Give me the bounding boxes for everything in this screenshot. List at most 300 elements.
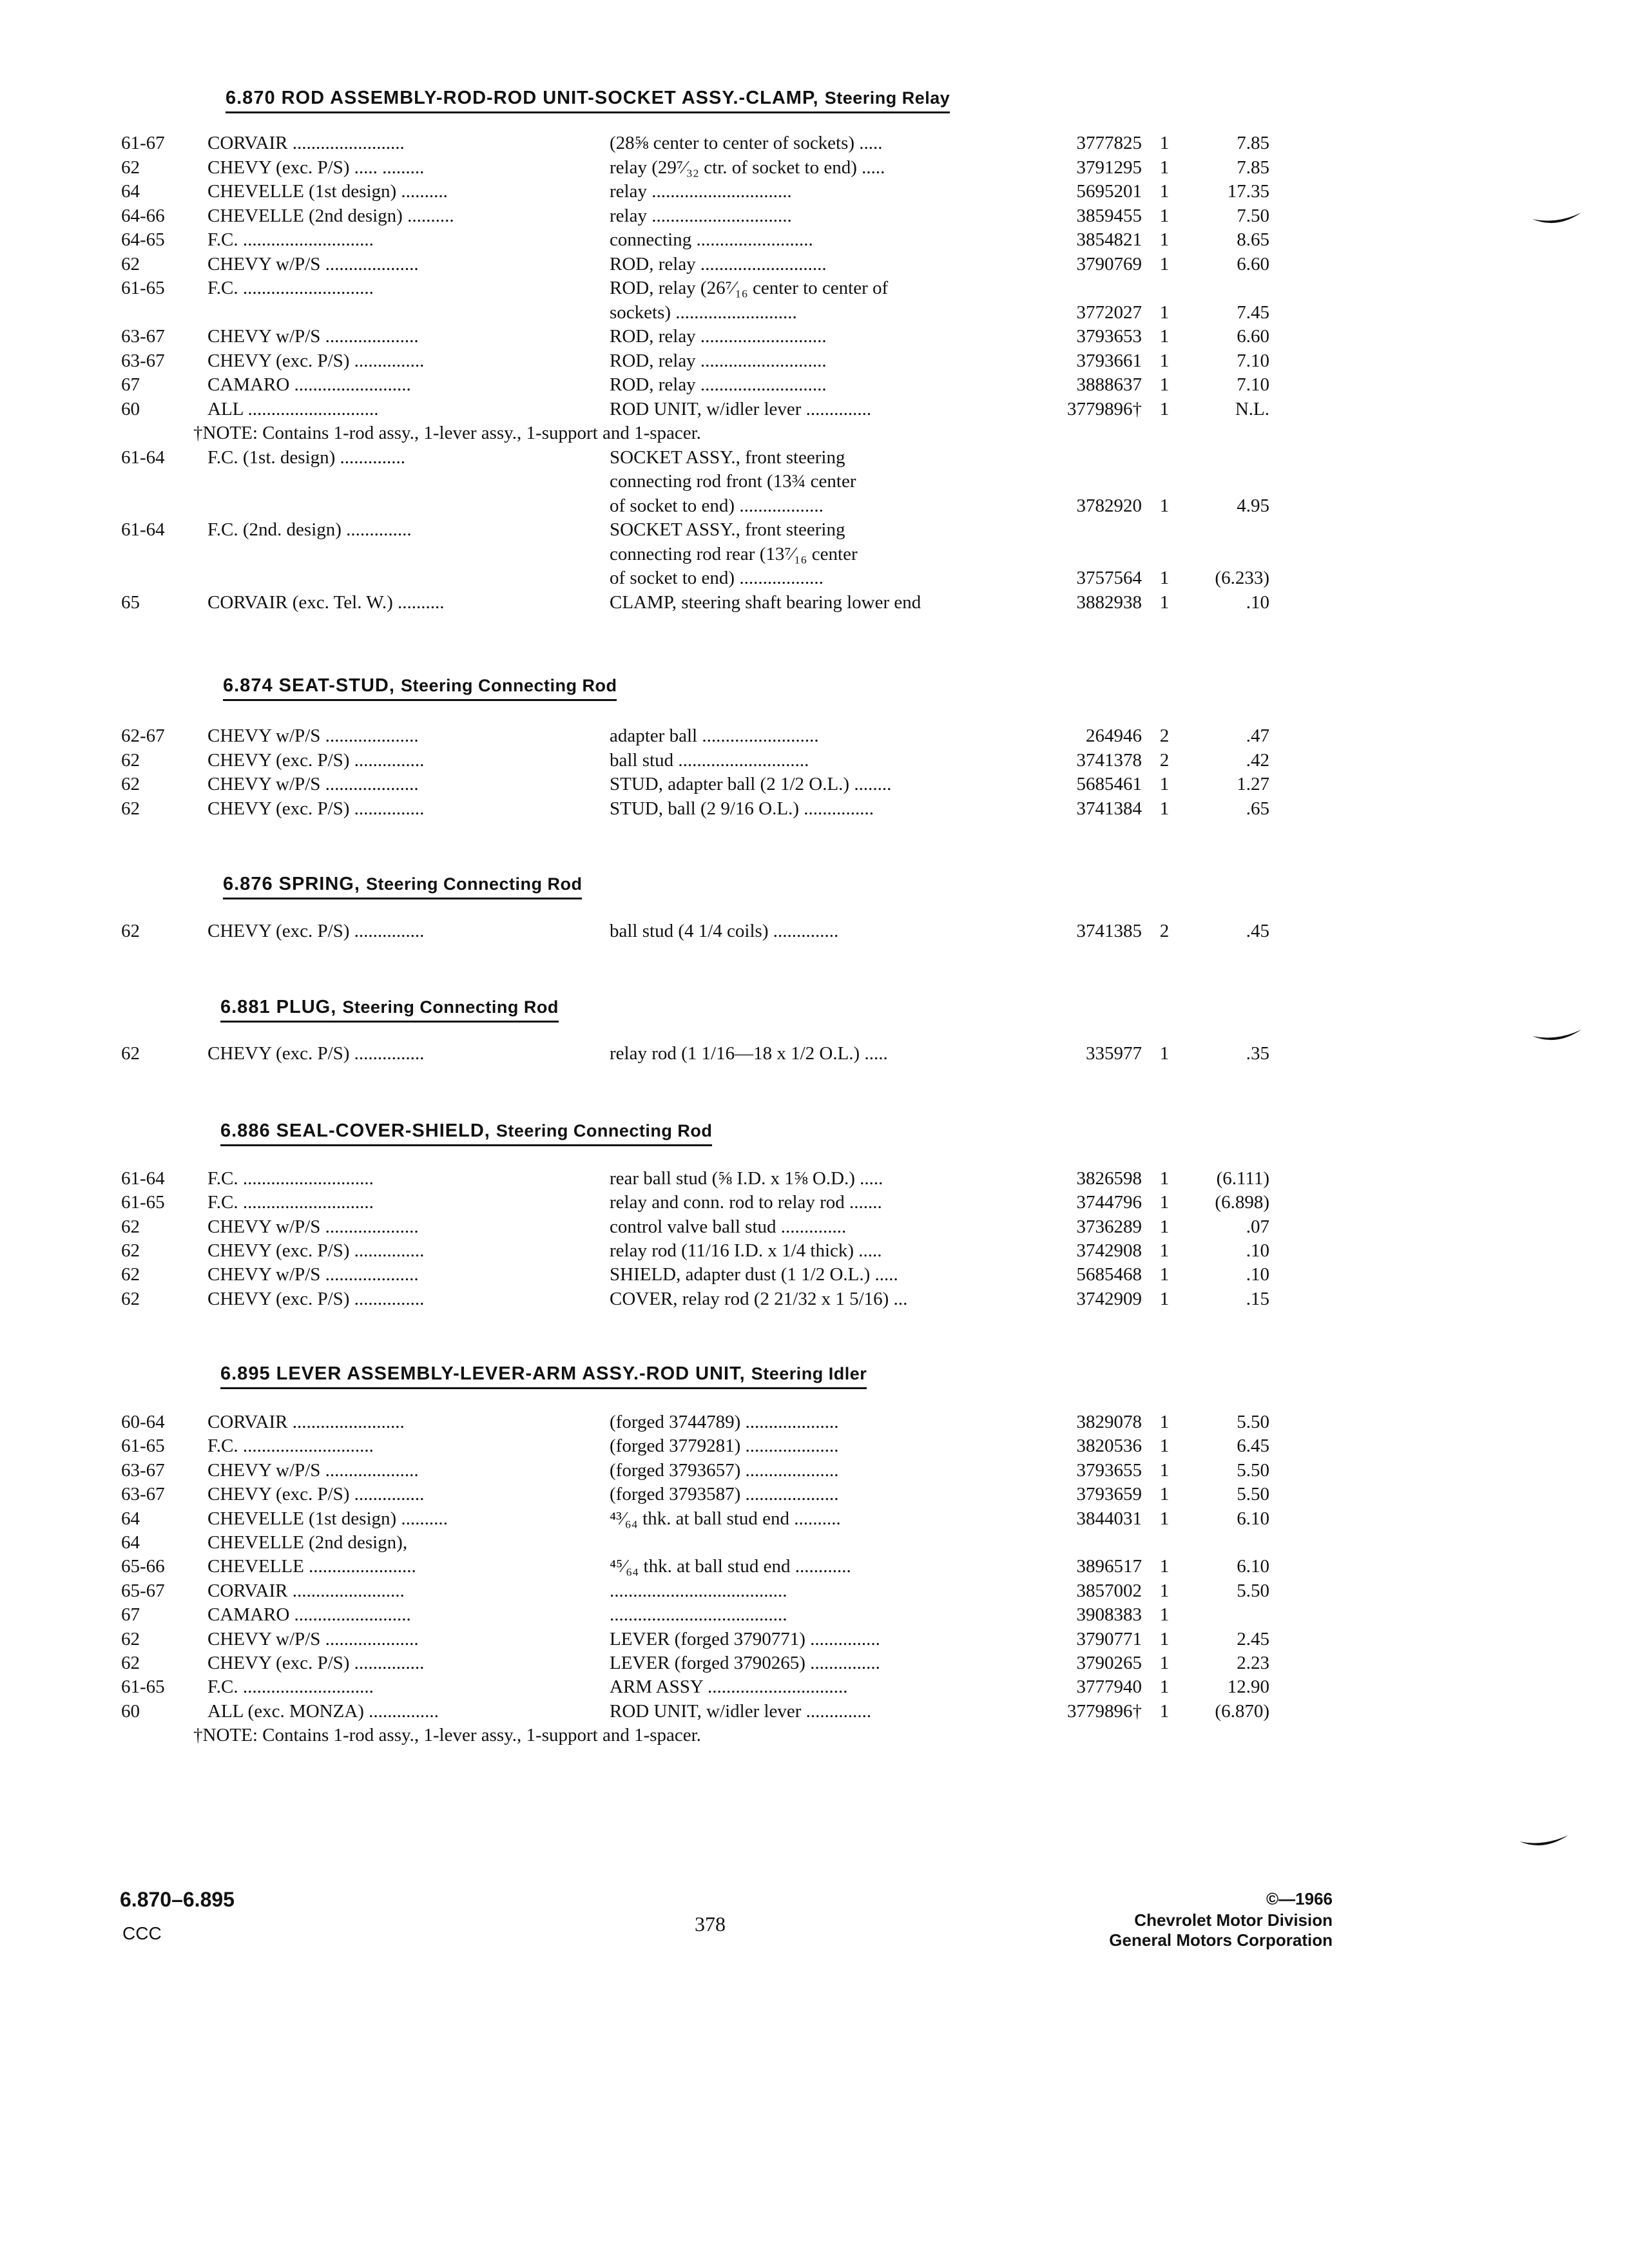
row-quantity: 1 — [1159, 568, 1170, 588]
row-part-number: 3854821 — [1076, 229, 1142, 250]
row-years: 63-67 — [121, 1460, 165, 1481]
footnote: †NOTE: Contains 1-rod assy., 1-lever assy., 1-support and 1-spacer. — [193, 1725, 701, 1745]
row-quantity: 1 — [1159, 774, 1170, 794]
row-model: F.C. ............................ — [207, 1168, 374, 1189]
row-model: ALL ............................ — [207, 399, 379, 419]
row-model: CHEVELLE (1st design) .......... — [207, 181, 448, 202]
row-price: 7.10 — [1237, 374, 1269, 395]
row-years: 60 — [121, 1701, 140, 1722]
table-row — [0, 1192, 1629, 1216]
row-years: 62 — [121, 921, 140, 941]
row-description: LEVER (forged 3790771) ............... — [610, 1629, 880, 1649]
row-description: relay (29⁷⁄₃₂ ctr. of socket to end) ..... — [610, 157, 885, 178]
section-title — [223, 874, 582, 899]
row-quantity: 1 — [1159, 1436, 1170, 1456]
section-heading: ROD ASSEMBLY-ROD-ROD UNIT-SOCKET ASSY.-CLAMP, — [281, 88, 819, 108]
row-description: STUD, adapter ball (2 1/2 O.L.) ........ — [610, 774, 892, 794]
row-price: 5.50 — [1237, 1484, 1269, 1504]
row-model: CAMARO ......................... — [207, 1604, 411, 1625]
row-price: 8.65 — [1237, 229, 1269, 250]
row-model: CHEVY (exc. P/S) ............... — [207, 1043, 425, 1064]
section-subtitle: Steering Connecting Rod — [342, 997, 559, 1017]
table-row — [0, 1436, 1629, 1460]
section-heading: PLUG, — [276, 997, 337, 1017]
row-price: 7.10 — [1237, 351, 1269, 371]
row-quantity: 1 — [1159, 1264, 1170, 1285]
row-years: 62 — [121, 1264, 140, 1285]
binder-mark — [1531, 210, 1583, 229]
row-years: 63-67 — [121, 351, 165, 371]
row-years: 61-65 — [121, 1677, 165, 1697]
row-model: CHEVY w/P/S .................... — [207, 1460, 419, 1481]
row-part-number: 3741378 — [1076, 750, 1142, 771]
row-price: .45 — [1246, 921, 1269, 941]
row-quantity: 1 — [1159, 1581, 1170, 1601]
table-row — [0, 592, 1629, 617]
row-years: 65-66 — [121, 1556, 165, 1577]
row-quantity: 1 — [1159, 1168, 1170, 1189]
table-row — [0, 351, 1629, 375]
row-price: 1.27 — [1237, 774, 1269, 794]
row-model: CHEVY (exc. P/S) ............... — [207, 1240, 425, 1261]
table-row — [0, 1289, 1629, 1313]
row-price: 7.50 — [1237, 206, 1269, 226]
row-model: ALL (exc. MONZA) ............... — [207, 1701, 439, 1722]
row-model: CORVAIR ........................ — [207, 1412, 405, 1432]
table-row — [0, 229, 1629, 254]
row-years: 60 — [121, 399, 140, 419]
footer-copyright: ©—1966 — [1266, 1889, 1333, 1908]
row-quantity: 1 — [1159, 326, 1170, 347]
row-model: CHEVY w/P/S .................... — [207, 726, 419, 746]
row-model: CHEVY w/P/S .................... — [207, 1629, 419, 1649]
row-model: F.C. ............................ — [207, 1192, 374, 1213]
row-years: 62-67 — [121, 726, 165, 746]
section-number: 6.886 — [220, 1120, 271, 1141]
row-quantity: 1 — [1159, 1460, 1170, 1481]
row-model: CHEVY (exc. P/S) ..... ......... — [207, 157, 425, 178]
row-years: 62 — [121, 157, 140, 178]
row-years: 61-65 — [121, 278, 165, 298]
row-price: 17.35 — [1227, 181, 1269, 202]
row-quantity: 1 — [1159, 206, 1170, 226]
section-heading: SEAT-STUD, — [278, 675, 395, 696]
row-model: F.C. ............................ — [207, 278, 374, 298]
row-price: (6.233) — [1215, 568, 1269, 588]
row-description: ball stud ............................ — [610, 750, 809, 771]
row-price: 6.10 — [1237, 1556, 1269, 1577]
row-quantity: 1 — [1159, 351, 1170, 371]
row-part-number: 3888637 — [1076, 374, 1142, 395]
row-years: 63-67 — [121, 326, 165, 347]
section-title — [223, 675, 617, 701]
row-quantity: 1 — [1159, 1043, 1170, 1064]
row-part-number: 3782920 — [1076, 495, 1142, 516]
row-years: 65-67 — [121, 1581, 165, 1601]
table-row — [0, 254, 1629, 278]
table-row — [0, 1264, 1629, 1289]
row-years: 61-65 — [121, 1192, 165, 1213]
row-part-number: 3882938 — [1076, 592, 1142, 613]
table-row — [0, 1629, 1629, 1653]
row-part-number: 3744796 — [1076, 1192, 1142, 1213]
row-quantity: 1 — [1159, 1216, 1170, 1237]
row-model: CORVAIR ........................ — [207, 1581, 405, 1601]
section-number: 6.874 — [223, 675, 273, 696]
row-description: (28⅝ center to center of sockets) ..... — [610, 133, 883, 153]
row-description: rear ball stud (⅝ I.D. x 1⅝ O.D.) ..... — [610, 1168, 883, 1189]
row-model: CHEVY (exc. P/S) ............... — [207, 921, 425, 941]
row-years: 62 — [121, 1289, 140, 1309]
row-years: 64-65 — [121, 229, 165, 250]
table-row — [0, 1043, 1629, 1068]
table-row — [0, 1484, 1629, 1508]
row-price: (6.898) — [1215, 1192, 1269, 1213]
row-quantity: 2 — [1159, 750, 1170, 771]
section-number: 6.870 — [226, 88, 276, 108]
row-price: 12.90 — [1227, 1677, 1269, 1697]
table-row — [0, 471, 1629, 495]
row-model: F.C. ............................ — [207, 1436, 374, 1456]
row-description: (forged 3744789) .................... — [610, 1412, 839, 1432]
table-row — [0, 302, 1629, 327]
footer-division: Chevrolet Motor Division — [1134, 1910, 1333, 1930]
row-quantity: 1 — [1159, 1701, 1170, 1722]
row-description: connecting rod front (13¾ center — [610, 471, 856, 492]
row-quantity: 1 — [1159, 254, 1170, 274]
row-description: control valve ball stud .............. — [610, 1216, 847, 1237]
row-price: 7.45 — [1237, 302, 1269, 323]
table-row — [0, 798, 1629, 823]
row-quantity: 1 — [1159, 399, 1170, 419]
row-model: CHEVY w/P/S .................... — [207, 1264, 419, 1285]
row-description: SHIELD, adapter dust (1 1/2 O.L.) ..... — [610, 1264, 898, 1285]
row-model: CORVAIR ........................ — [207, 133, 405, 153]
row-quantity: 1 — [1159, 1192, 1170, 1213]
row-model: CHEVY (exc. P/S) ............... — [207, 1484, 425, 1504]
row-model: CHEVY (exc. P/S) ............... — [207, 1653, 425, 1673]
row-quantity: 1 — [1159, 1677, 1170, 1697]
row-part-number: 3793661 — [1076, 351, 1142, 371]
table-row — [0, 1604, 1629, 1629]
row-price: .10 — [1246, 1240, 1269, 1261]
row-part-number: 3772027 — [1076, 302, 1142, 323]
row-description: ROD, relay ........................... — [610, 351, 827, 371]
row-description: adapter ball ......................... — [610, 726, 819, 746]
row-years: 60-64 — [121, 1412, 165, 1432]
row-part-number: 5685468 — [1076, 1264, 1142, 1285]
row-description: ROD, relay ........................... — [610, 326, 827, 347]
row-years: 62 — [121, 798, 140, 819]
section-title — [220, 997, 559, 1023]
row-description: ROD, relay ........................... — [610, 374, 827, 395]
binder-mark — [1531, 1027, 1583, 1046]
row-part-number: 3742908 — [1076, 1240, 1142, 1261]
table-row — [0, 133, 1629, 157]
table-row — [0, 568, 1629, 592]
row-quantity: 1 — [1159, 1604, 1170, 1625]
row-quantity: 1 — [1159, 302, 1170, 323]
binder-mark — [1518, 1832, 1570, 1852]
row-price: 2.45 — [1237, 1629, 1269, 1649]
table-row — [0, 1701, 1629, 1725]
section-title — [226, 88, 950, 113]
section-subtitle: Steering Connecting Rod — [496, 1121, 713, 1140]
row-part-number: 3779896† — [1067, 1701, 1142, 1722]
row-model: F.C. (2nd. design) .............. — [207, 519, 412, 540]
row-price: .15 — [1246, 1289, 1269, 1309]
row-description: ...................................... — [610, 1581, 787, 1601]
row-part-number: 3741385 — [1076, 921, 1142, 941]
row-price: 6.10 — [1237, 1508, 1269, 1529]
table-row — [0, 1168, 1629, 1193]
table-row — [0, 374, 1629, 399]
section-title — [220, 1363, 867, 1389]
row-description: ball stud (4 1/4 coils) .............. — [610, 921, 839, 941]
row-quantity: 1 — [1159, 1556, 1170, 1577]
row-model: CHEVELLE (2nd design) .......... — [207, 206, 454, 226]
row-description: ARM ASSY .............................. — [610, 1677, 848, 1697]
row-quantity: 1 — [1159, 229, 1170, 250]
row-description: (forged 3793657) .................... — [610, 1460, 839, 1481]
row-quantity: 1 — [1159, 1289, 1170, 1309]
row-model: CHEVY (exc. P/S) ............... — [207, 798, 425, 819]
row-years: 65 — [121, 592, 140, 613]
footnote: †NOTE: Contains 1-rod assy., 1-lever assy., 1-support and 1-spacer. — [193, 423, 701, 443]
row-quantity: 2 — [1159, 726, 1170, 746]
row-price: .10 — [1246, 592, 1269, 613]
row-description: ⁴³⁄₆₄ thk. at ball stud end .......... — [610, 1508, 841, 1529]
row-description: ROD, relay ........................... — [610, 254, 827, 274]
row-price: 6.45 — [1237, 1436, 1269, 1456]
table-row — [0, 1508, 1629, 1533]
row-part-number: 3791295 — [1076, 157, 1142, 178]
row-model: CAMARO ......................... — [207, 374, 411, 395]
row-quantity: 1 — [1159, 592, 1170, 613]
row-model: CHEVELLE (1st design) .......... — [207, 1508, 448, 1529]
row-description: SOCKET ASSY., front steering — [610, 447, 845, 468]
row-quantity: 1 — [1159, 495, 1170, 516]
page-number: 378 — [695, 1912, 726, 1936]
row-part-number: 3857002 — [1076, 1581, 1142, 1601]
table-row — [0, 157, 1629, 182]
table-row — [0, 726, 1629, 750]
row-description: relay .............................. — [610, 206, 792, 226]
row-description: relay rod (11/16 I.D. x 1/4 thick) ..... — [610, 1240, 882, 1261]
row-description: relay and conn. rod to relay rod ....... — [610, 1192, 882, 1213]
row-description: connecting rod rear (13⁷⁄₁₆ center — [610, 544, 858, 564]
row-model: CHEVY w/P/S .................... — [207, 774, 419, 794]
table-row — [0, 206, 1629, 230]
section-number: 6.881 — [220, 997, 271, 1017]
row-price: 6.60 — [1237, 326, 1269, 347]
row-years: 63-67 — [121, 1484, 165, 1504]
row-part-number: 3757564 — [1076, 568, 1142, 588]
table-row — [0, 1653, 1629, 1677]
row-price: N.L. — [1235, 399, 1269, 419]
row-quantity: 1 — [1159, 1629, 1170, 1649]
table-row — [0, 495, 1629, 520]
table-row — [0, 1240, 1629, 1265]
row-part-number: 3826598 — [1076, 1168, 1142, 1189]
table-row — [0, 750, 1629, 774]
row-part-number: 3896517 — [1076, 1556, 1142, 1577]
row-part-number: 335977 — [1086, 1043, 1142, 1064]
row-description: LEVER (forged 3790265) ............... — [610, 1653, 880, 1673]
row-years: 61-64 — [121, 519, 165, 540]
table-row — [0, 774, 1629, 798]
row-model: CORVAIR (exc. Tel. W.) .......... — [207, 592, 445, 613]
row-part-number: 3779896† — [1067, 399, 1142, 419]
row-model: CHEVY w/P/S .................... — [207, 254, 419, 274]
row-part-number: 3859455 — [1076, 206, 1142, 226]
row-price: 6.60 — [1237, 254, 1269, 274]
row-model: F.C. (1st. design) .............. — [207, 447, 406, 468]
row-years: 61-64 — [121, 447, 165, 468]
row-price: 7.85 — [1237, 133, 1269, 153]
row-description: ROD UNIT, w/idler lever .............. — [610, 1701, 872, 1722]
row-part-number: 3741384 — [1076, 798, 1142, 819]
row-description: (forged 3779281) .................... — [610, 1436, 839, 1456]
row-description: ...................................... — [610, 1604, 787, 1625]
row-years: 62 — [121, 1629, 140, 1649]
row-part-number: 264946 — [1086, 726, 1142, 746]
row-description: SOCKET ASSY., front steering — [610, 519, 845, 540]
row-years: 64 — [121, 1508, 140, 1529]
section-subtitle: Steering Connecting Rod — [365, 874, 583, 894]
table-row — [0, 181, 1629, 206]
row-description: (forged 3793587) .................... — [610, 1484, 839, 1504]
row-description: CLAMP, steering shaft bearing lower end — [610, 592, 921, 613]
table-row — [0, 447, 1629, 472]
row-years: 64-66 — [121, 206, 165, 226]
row-years: 62 — [121, 1216, 140, 1237]
row-quantity: 1 — [1159, 181, 1170, 202]
row-part-number: 3820536 — [1076, 1436, 1142, 1456]
row-years: 62 — [121, 774, 140, 794]
row-part-number: 3777825 — [1076, 133, 1142, 153]
row-price: (6.870) — [1215, 1701, 1269, 1722]
row-years: 64 — [121, 181, 140, 202]
row-part-number: 3790265 — [1076, 1653, 1142, 1673]
table-row — [0, 1216, 1629, 1241]
row-years: 67 — [121, 374, 140, 395]
section-heading: SEAL-COVER-SHIELD, — [276, 1120, 490, 1141]
row-price: .07 — [1246, 1216, 1269, 1237]
row-part-number: 3908383 — [1076, 1604, 1142, 1625]
section-heading: LEVER ASSEMBLY-LEVER-ARM ASSY.-ROD UNIT, — [276, 1363, 746, 1384]
table-row — [0, 544, 1629, 568]
row-description: COVER, relay rod (2 21/32 x 1 5/16) ... — [610, 1289, 908, 1309]
section-number: 6.895 — [220, 1363, 271, 1384]
row-years: 62 — [121, 1043, 140, 1064]
row-price: (6.111) — [1216, 1168, 1269, 1189]
row-quantity: 1 — [1159, 374, 1170, 395]
table-row — [0, 399, 1629, 423]
row-model: CHEVY w/P/S .................... — [207, 1216, 419, 1237]
row-quantity: 1 — [1159, 133, 1170, 153]
section-subtitle: Steering Idler — [751, 1364, 867, 1383]
section-heading: SPRING, — [278, 874, 360, 894]
row-years: 62 — [121, 1653, 140, 1673]
row-price: .35 — [1246, 1043, 1269, 1064]
footer-range: 6.870–6.895 — [120, 1888, 235, 1911]
table-row — [0, 1412, 1629, 1436]
row-part-number: 3777940 — [1076, 1677, 1142, 1697]
section-title — [220, 1120, 712, 1146]
row-quantity: 2 — [1159, 921, 1170, 941]
row-part-number: 3742909 — [1076, 1289, 1142, 1309]
table-row — [0, 1460, 1629, 1485]
row-part-number: 3793659 — [1076, 1484, 1142, 1504]
row-model: CHEVY (exc. P/S) ............... — [207, 750, 425, 771]
row-years: 61-65 — [121, 1436, 165, 1456]
row-years: 64 — [121, 1532, 140, 1553]
section-subtitle: Steering Relay — [824, 88, 950, 108]
table-row — [0, 278, 1629, 302]
row-model: F.C. ............................ — [207, 1677, 374, 1697]
row-description: of socket to end) .................. — [610, 495, 824, 516]
row-part-number: 3829078 — [1076, 1412, 1142, 1432]
row-part-number: 3793653 — [1076, 326, 1142, 347]
row-model: CHEVY (exc. P/S) ............... — [207, 351, 425, 371]
section-subtitle: Steering Connecting Rod — [400, 676, 617, 695]
row-price: 2.23 — [1237, 1653, 1269, 1673]
footer-corporation: General Motors Corporation — [1109, 1930, 1333, 1950]
row-part-number: 3793655 — [1076, 1460, 1142, 1481]
row-description: relay .............................. — [610, 181, 792, 202]
row-model: CHEVELLE (2nd design), — [207, 1532, 408, 1553]
row-quantity: 1 — [1159, 798, 1170, 819]
row-price: 5.50 — [1237, 1460, 1269, 1481]
row-description: STUD, ball (2 9/16 O.L.) ............... — [610, 798, 874, 819]
row-part-number: 3844031 — [1076, 1508, 1142, 1529]
row-years: 62 — [121, 750, 140, 771]
row-years: 61-67 — [121, 133, 165, 153]
row-part-number: 5685461 — [1076, 774, 1142, 794]
table-row — [0, 1532, 1629, 1557]
section-number: 6.876 — [223, 874, 273, 894]
row-price: 5.50 — [1237, 1412, 1269, 1432]
row-quantity: 1 — [1159, 1484, 1170, 1504]
row-model: CHEVY w/P/S .................... — [207, 326, 419, 347]
row-quantity: 1 — [1159, 157, 1170, 178]
row-quantity: 1 — [1159, 1653, 1170, 1673]
row-price: .42 — [1246, 750, 1269, 771]
row-years: 61-64 — [121, 1168, 165, 1189]
row-description: ⁴⁵⁄₆₄ thk. at ball stud end ............ — [610, 1556, 851, 1577]
row-description: sockets) .......................... — [610, 302, 797, 323]
row-description: connecting ......................... — [610, 229, 813, 250]
row-price: 5.50 — [1237, 1581, 1269, 1601]
row-years: 62 — [121, 254, 140, 274]
table-row — [0, 1581, 1629, 1605]
table-row — [0, 326, 1629, 351]
row-description: ROD UNIT, w/idler lever .............. — [610, 399, 872, 419]
footer-code: CCC — [122, 1923, 162, 1943]
row-price: .10 — [1246, 1264, 1269, 1285]
row-years: 62 — [121, 1240, 140, 1261]
row-quantity: 1 — [1159, 1412, 1170, 1432]
row-description: ROD, relay (26⁷⁄₁₆ center to center of — [610, 278, 889, 298]
row-part-number: 5695201 — [1076, 181, 1142, 202]
row-model: CHEVELLE ....................... — [207, 1556, 416, 1577]
row-model: CHEVY (exc. P/S) ............... — [207, 1289, 425, 1309]
row-part-number: 3736289 — [1076, 1216, 1142, 1237]
table-row — [0, 1677, 1629, 1701]
row-price: 7.85 — [1237, 157, 1269, 178]
row-part-number: 3790769 — [1076, 254, 1142, 274]
